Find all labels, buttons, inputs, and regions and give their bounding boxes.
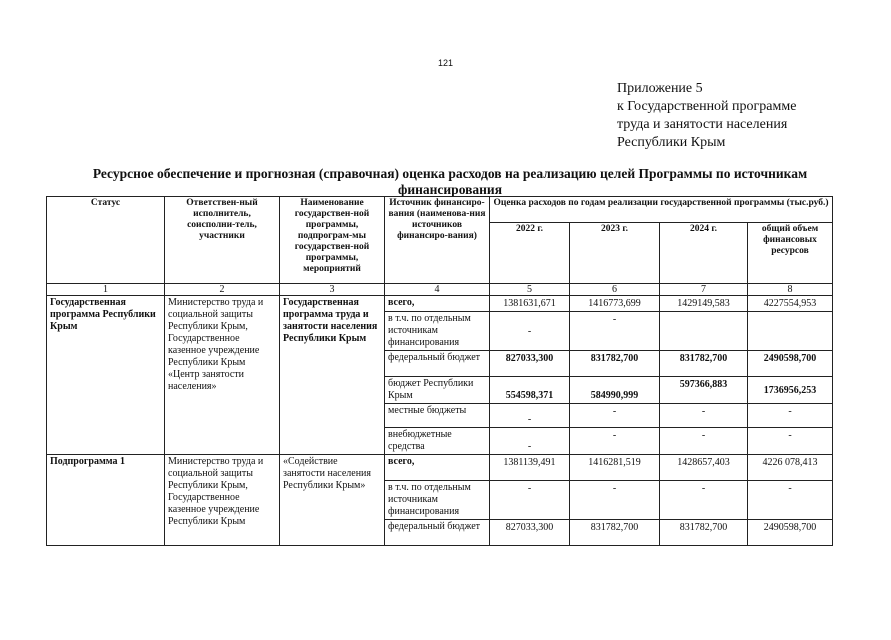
appendix-line: Республики Крым (617, 135, 726, 150)
header-2024: 2024 г. (660, 223, 748, 284)
value-total: 1736956,253 (748, 377, 833, 404)
header-executor: Ответствен-ный исполнитель, соисполни-тель, участники (165, 197, 280, 284)
column-number: 5 (490, 284, 570, 296)
column-number: 2 (165, 284, 280, 296)
source-cell: в т.ч. по отдельным источникам финансирования (385, 312, 490, 351)
value-total: 2490598,700 (748, 351, 833, 377)
value-2023: - (570, 404, 660, 428)
value-total (748, 312, 833, 351)
value-2024: 1428657,403 (660, 455, 748, 481)
value-2024: 597366,883 (660, 377, 748, 404)
value-2022: 827033,300 (490, 520, 570, 546)
value-2023: - (570, 428, 660, 455)
header-estimate: Оценка расходов по годам реализации государственной программы (тыс.руб.) (490, 197, 833, 223)
value-total: - (748, 404, 833, 428)
column-number: 8 (748, 284, 833, 296)
column-number: 3 (280, 284, 385, 296)
value-2022: 1381139,491 (490, 455, 570, 481)
value-2024: 831782,700 (660, 351, 748, 377)
value-total: - (748, 428, 833, 455)
page-number: 121 (437, 58, 454, 68)
value-2022: - (490, 481, 570, 520)
status-cell: Государственная программа Республики Крым (47, 296, 165, 455)
value-2023: 1416773,699 (570, 296, 660, 312)
value-2022: 1381631,671 (490, 296, 570, 312)
value-2024: - (660, 481, 748, 520)
program-name-cell: «Содействие занятости населения Республики Крым» (280, 455, 385, 546)
appendix-heading (617, 80, 796, 152)
appendix-line: труда и занятости населения (617, 117, 788, 132)
column-number: 6 (570, 284, 660, 296)
value-2022: 827033,300 (490, 351, 570, 377)
value-2024: 831782,700 (660, 520, 748, 546)
value-total: - (748, 481, 833, 520)
value-2023: 831782,700 (570, 351, 660, 377)
value-total: 4227554,953 (748, 296, 833, 312)
header-2022: 2022 г. (490, 223, 570, 284)
value-total: 2490598,700 (748, 520, 833, 546)
value-2023: - (570, 312, 660, 351)
source-cell: местные бюджеты (385, 404, 490, 428)
value-2024: - (660, 428, 748, 455)
value-2022: - (490, 312, 570, 351)
value-2022: - (490, 404, 570, 428)
header-total: общий объем финансовых ресурсов (748, 223, 833, 284)
value-2023: 584990,999 (570, 377, 660, 404)
value-2024: 1429149,583 (660, 296, 748, 312)
executor-cell: Министерство труда и социальной защиты Республики Крым, Государственное казенное учреждение Республики Крым (165, 455, 280, 546)
executor-cell: Министерство труда и социальной защиты Республики Крым, Государственное казенное учреждение Республики Крым «Центр занятости населения» (165, 296, 280, 455)
column-number: 4 (385, 284, 490, 296)
source-cell: внебюджетные средства (385, 428, 490, 455)
value-2022: - (490, 428, 570, 455)
header-source: Источник финансиро-вания (наименова-ния источников финансиро-вания) (385, 197, 490, 284)
header-status: Статус (47, 197, 165, 284)
table-row (47, 455, 833, 481)
table-row (47, 296, 833, 312)
program-name-cell: Государственная программа труда и занятости населения Республики Крым (280, 296, 385, 455)
source-cell: в т.ч. по отдельным источникам финансирования (385, 481, 490, 520)
value-total: 4226 078,413 (748, 455, 833, 481)
source-cell: всего, (385, 455, 490, 481)
source-cell: всего, (385, 296, 490, 312)
value-2024: - (660, 404, 748, 428)
resource-table (46, 196, 833, 546)
header-name: Наименование государствен-ной программы, подпрограм-мы государствен-ной программы, мероприятий (280, 197, 385, 284)
value-2024 (660, 312, 748, 351)
source-cell: федеральный бюджет (385, 351, 490, 377)
appendix-line: Приложение 5 (617, 81, 703, 96)
column-number: 7 (660, 284, 748, 296)
appendix-line: к Государственной программе (617, 99, 797, 114)
column-number: 1 (47, 284, 165, 296)
document-title: Ресурсное обеспечение и прогнозная (справочная) оценка расходов на реализацию целей Программы по источникам финансирования (92, 166, 808, 197)
value-2023: 1416281,519 (570, 455, 660, 481)
source-cell: бюджет Республики Крым (385, 377, 490, 404)
header-2023: 2023 г. (570, 223, 660, 284)
value-2022: 554598,371 (490, 377, 570, 404)
source-cell: федеральный бюджет (385, 520, 490, 546)
value-2023: 831782,700 (570, 520, 660, 546)
value-2023: - (570, 481, 660, 520)
status-cell: Подпрограмма 1 (47, 455, 165, 546)
